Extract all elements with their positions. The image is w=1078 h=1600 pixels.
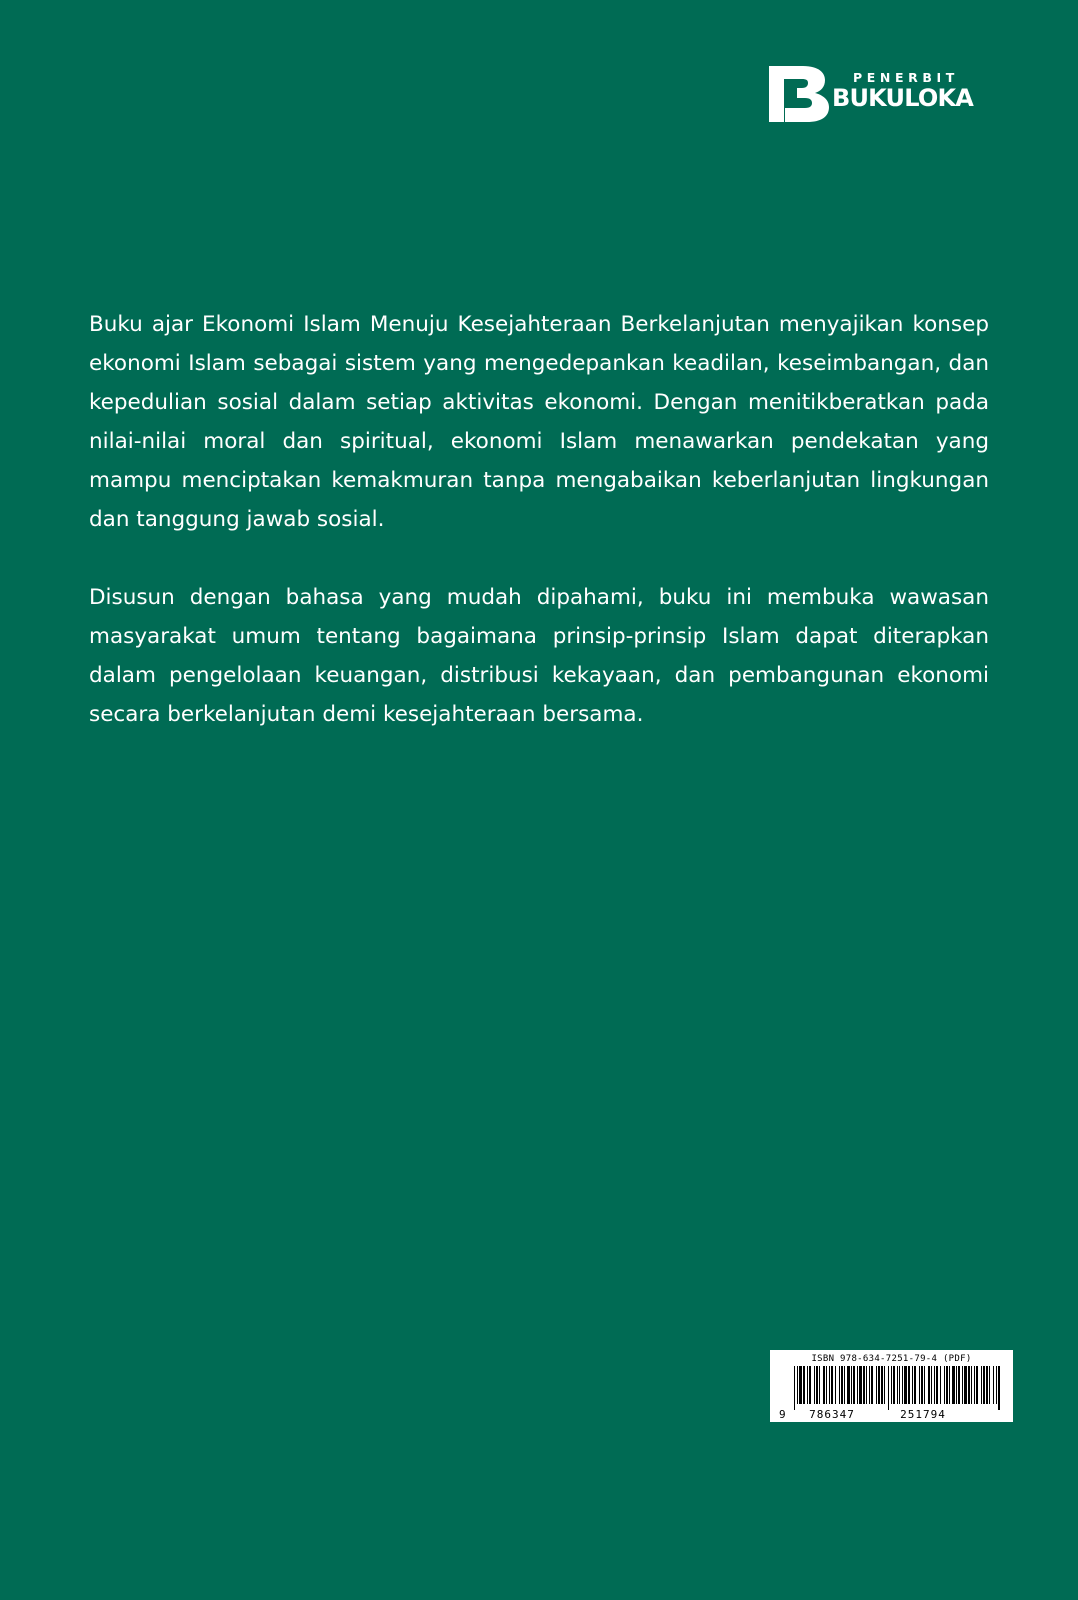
publisher-logo: [769, 66, 989, 122]
barcode-bar: [853, 1366, 855, 1404]
barcode-bar: [807, 1366, 808, 1404]
barcode-bar: [869, 1366, 870, 1404]
barcode-bar: [851, 1366, 852, 1404]
barcode-bar: [826, 1366, 827, 1404]
barcode-bar: [893, 1366, 895, 1404]
barcode-bar: [866, 1366, 867, 1404]
barcode-bar: [891, 1366, 892, 1404]
blurb-paragraph-1: Buku ajar Ekonomi Islam Menuju Kesejahteraan Berkelanjutan menyajikan konsep ekonomi Islam sebagai sistem yang mengedepankan keadilan, keseimbangan, dan kepedulian sosial dalam setiap aktivitas ekonomi. Dengan menitikberatkan pada nilai-nilai moral dan spiritual, ekonomi Islam menawarkan pendekatan yang mampu menciptakan kemakmuran tanpa mengabaikan keberlanjutan lingkungan dan tanggung jawab sosial.: [89, 312, 989, 532]
isbn-label: ISBN 978-634-7251-79-4 (PDF): [811, 1354, 972, 1364]
barcode-bar: [981, 1366, 982, 1404]
barcode-bar: [974, 1366, 975, 1404]
barcode-bar: [794, 1366, 795, 1410]
barcode-bar: [998, 1366, 1000, 1410]
barcode-bar: [881, 1366, 883, 1404]
barcode-bar: [986, 1366, 988, 1404]
barcode-bar: [829, 1366, 830, 1404]
barcode-bar: [996, 1366, 997, 1404]
logo-letter-b-shape: [769, 66, 829, 122]
barcode-digits-left: 786347: [809, 1408, 855, 1421]
barcode-bar: [902, 1366, 903, 1404]
barcode-bar: [803, 1366, 805, 1404]
barcode-bar: [816, 1366, 818, 1404]
barcode-bar: [924, 1366, 925, 1404]
barcode-digit-lead: 9: [779, 1408, 786, 1421]
barcode-bar: [914, 1366, 916, 1404]
barcode-bar: [993, 1366, 994, 1404]
barcode-bar: [989, 1366, 990, 1404]
barcode-bars: [770, 1364, 1013, 1422]
barcode-bar: [847, 1366, 850, 1404]
barcode-bar: [940, 1366, 941, 1404]
barcode-bar: [859, 1366, 862, 1404]
barcode-bar: [956, 1366, 957, 1404]
barcode-bar: [814, 1366, 815, 1404]
barcode-bar: [899, 1366, 900, 1404]
barcode-bar: [936, 1366, 938, 1404]
blurb-paragraph-2: Disusun dengan bahasa yang mudah dipahami, buku ini membuka wawasan masyarakat umum tentang bagaimana prinsip-prinsip Islam dapat diterapkan dalam pengelolaan keuangan, distribusi kekayaan, dan pembangunan ekonomi secara berkelanjutan demi kesejahteraan bersama.: [89, 585, 989, 727]
barcode-bar: [819, 1366, 820, 1404]
barcode-bar: [863, 1366, 865, 1404]
barcode-bar: [797, 1366, 798, 1404]
barcode-bar: [931, 1366, 932, 1404]
barcode-bar: [921, 1366, 923, 1404]
barcode-bar: [971, 1366, 972, 1404]
barcode-bar: [928, 1366, 930, 1404]
barcode-bar: [835, 1366, 836, 1404]
barcode-bar: [958, 1366, 960, 1404]
publisher-label-small: PENERBIT: [853, 70, 959, 85]
barcode-bar: [949, 1366, 950, 1404]
barcode-bar: [871, 1366, 873, 1404]
back-cover-blurb: [89, 305, 989, 734]
barcode-bar: [952, 1366, 955, 1404]
barcode-bar: [844, 1366, 845, 1404]
barcode-bar: [964, 1366, 967, 1404]
barcode-bar: [934, 1366, 935, 1404]
barcode-bar: [799, 1366, 802, 1404]
barcode-bar: [884, 1366, 885, 1404]
isbn-barcode: [770, 1350, 1013, 1422]
publisher-logo-mark-icon: [769, 66, 829, 122]
barcode-bar: [809, 1366, 811, 1404]
barcode-bar: [878, 1366, 880, 1404]
barcode-bar: [976, 1366, 978, 1404]
barcode-bar: [857, 1366, 858, 1404]
barcode-bar: [983, 1366, 985, 1404]
publisher-label-big: BUKULOKA: [832, 84, 974, 112]
barcode-bar: [839, 1366, 840, 1404]
barcode-bar: [944, 1366, 945, 1404]
barcode-bar: [919, 1366, 920, 1404]
barcode-bar: [946, 1366, 948, 1404]
barcode-bar: [904, 1366, 907, 1404]
barcode-digits-right: 251794: [900, 1408, 946, 1421]
barcode-bar: [897, 1366, 898, 1404]
barcode-bar: [831, 1366, 833, 1404]
barcode-bar: [908, 1366, 910, 1404]
barcode-bar: [888, 1366, 889, 1410]
barcode-bar: [876, 1366, 877, 1404]
barcode-bar: [962, 1366, 963, 1404]
barcode-bar: [823, 1366, 825, 1404]
barcode-bar: [841, 1366, 843, 1404]
barcode-bar: [912, 1366, 913, 1404]
barcode-bar: [968, 1366, 970, 1404]
